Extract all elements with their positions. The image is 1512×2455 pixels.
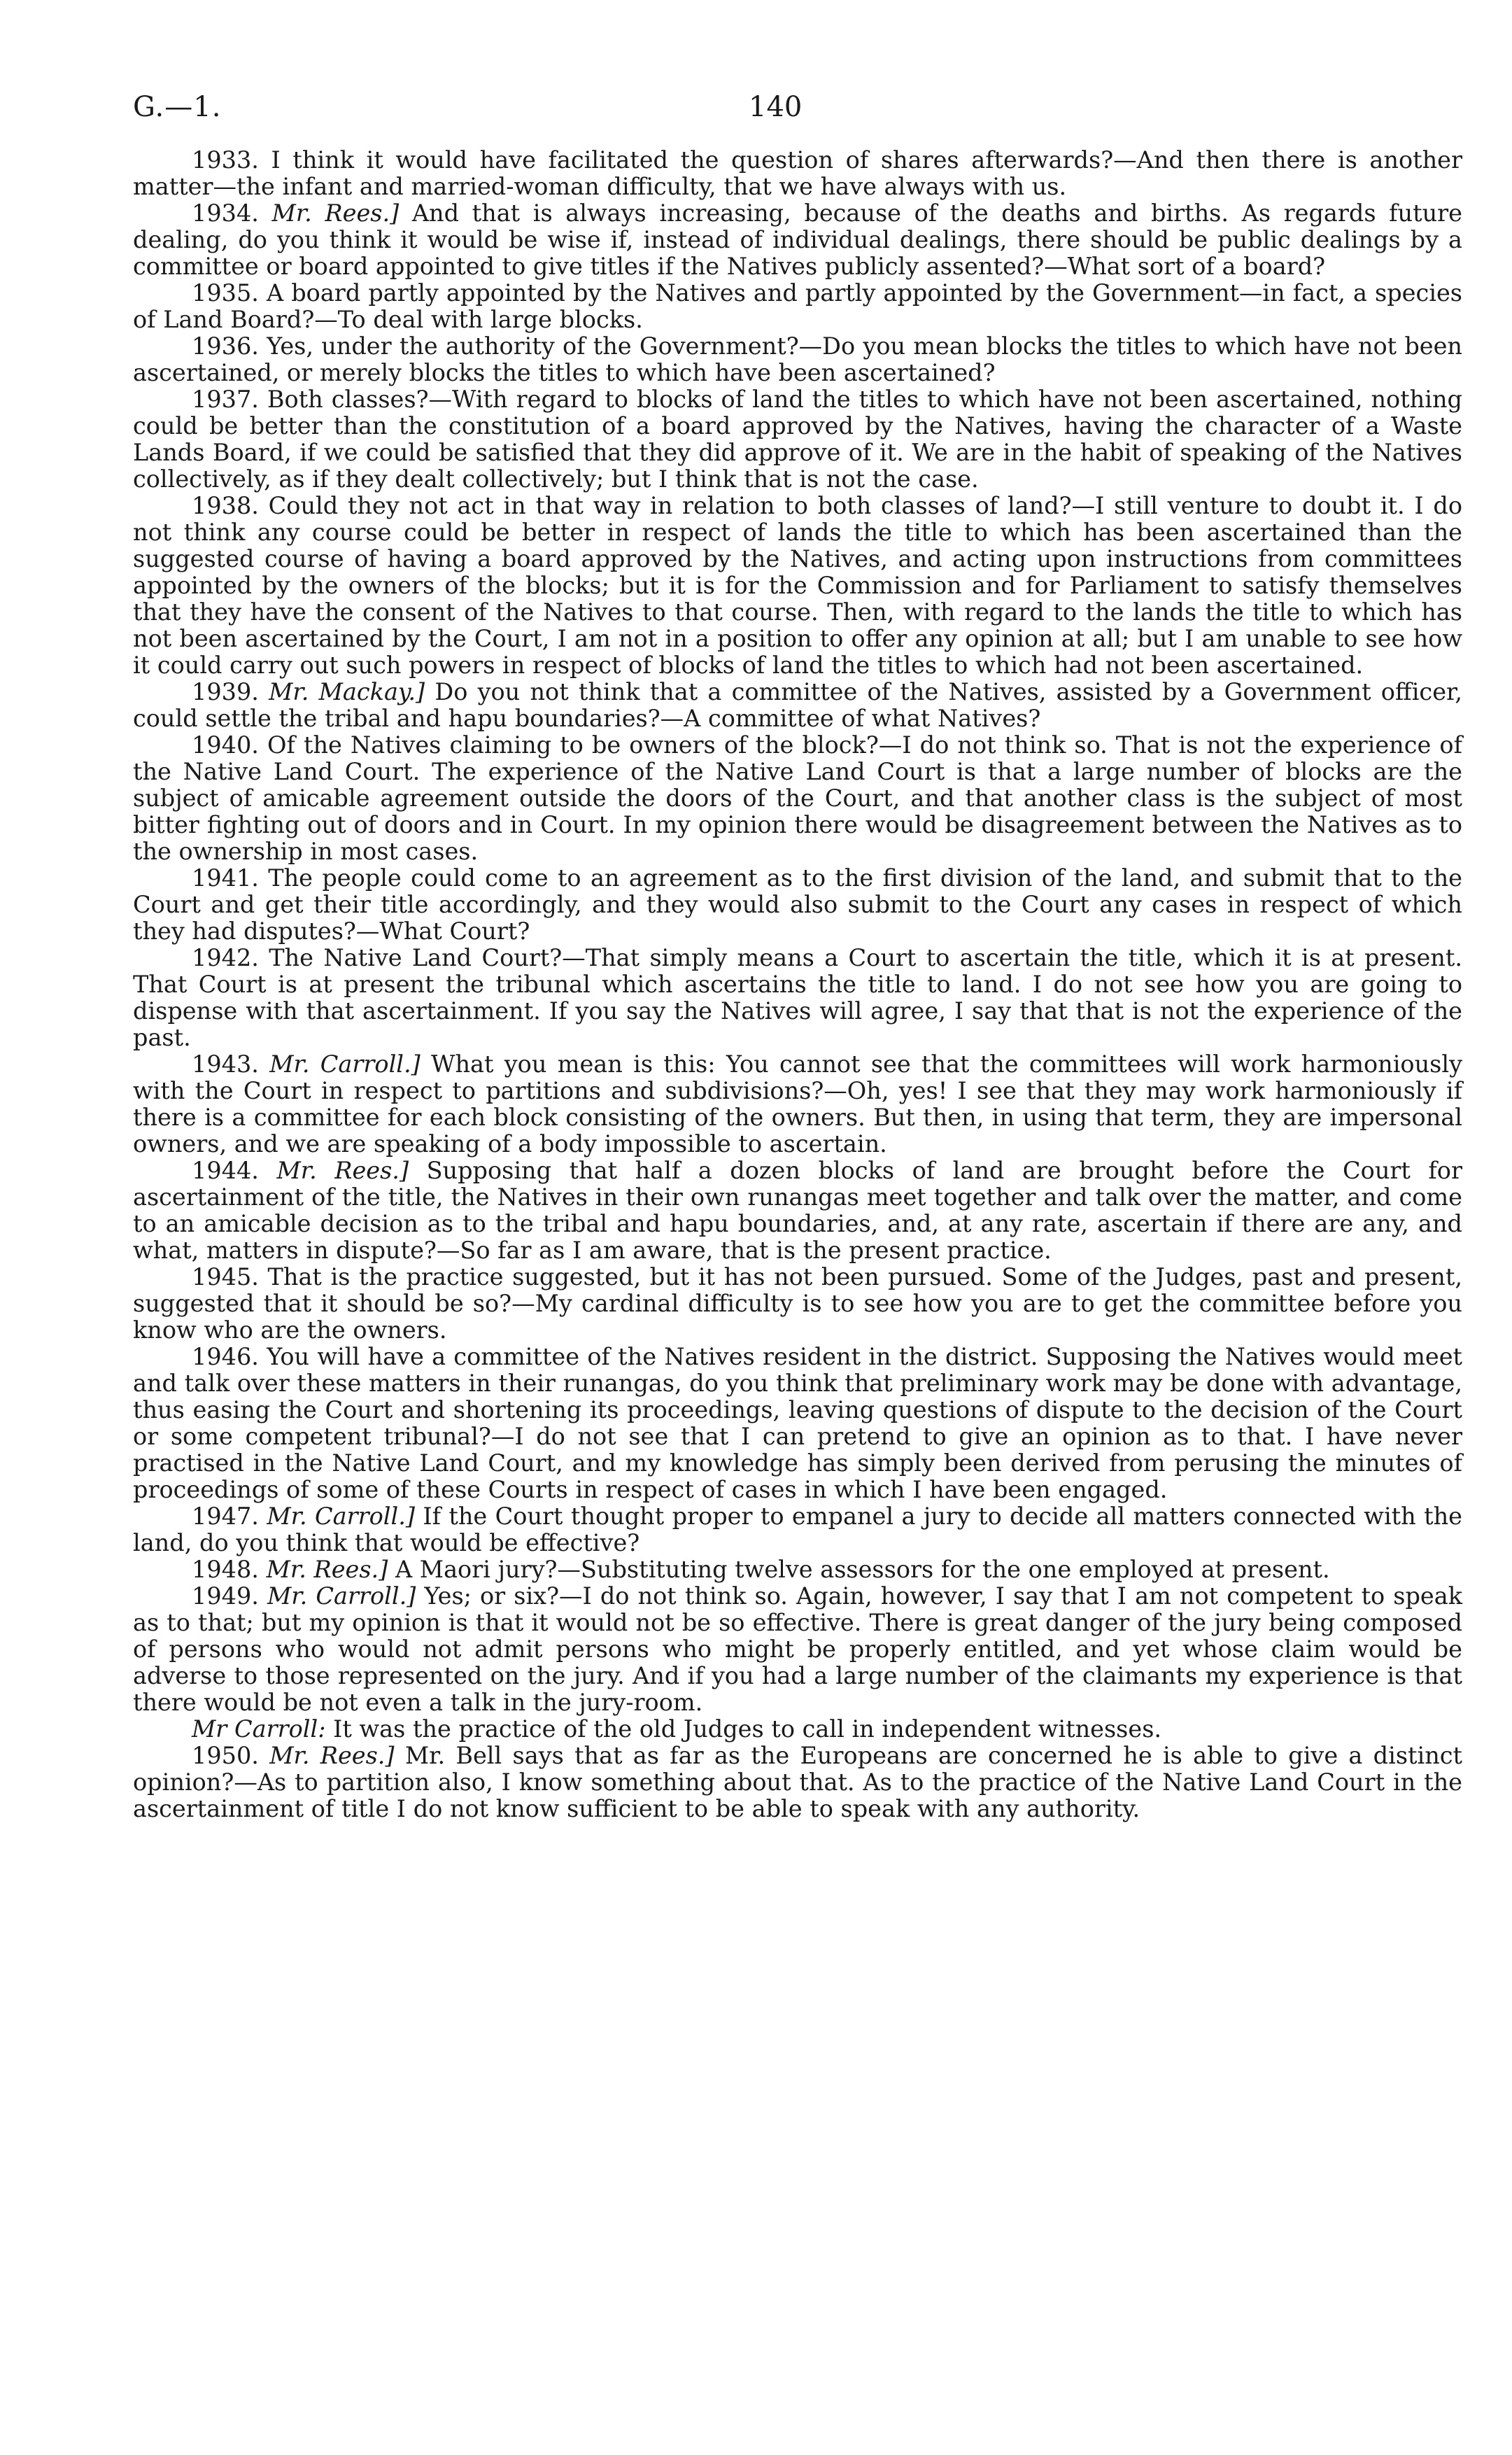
speaker: Mr. Rees.] [269,1742,395,1769]
question-number: 1948. [192,1556,259,1583]
question-number: 1934. [192,199,259,227]
report-reference: G.—1. [133,91,222,123]
speaker: Mr. Carroll.] [269,1050,421,1078]
speaker: Mr Carroll: [192,1715,326,1743]
paragraph [133,945,1462,1051]
paragraph [133,1583,1462,1716]
page-header [133,84,1462,140]
question-number: 1943. [192,1050,259,1078]
paragraph-text: Could they not act in that way in relation to both classes of land?—I still venture to doubt it. I do not think any course could be better in respect of lands the title to which has been ascertained than the suggested course of having a board approved by the Natives, and acting upon instructions from committees appointed by the owners of the blocks; but it is for the Commission and for Parliament to satisfy themselves that they have the consent of the Natives to that course. Then, with regard to the lands the title to which has not been ascertained by the Court, I am not in a position to offer any opinion at all; but I am unable to see how it could carry out such powers in respect of blocks of land the titles to which had not been ascertained. [133,492,1463,679]
question-number: 1939. [192,678,259,705]
paragraph [133,200,1462,280]
paragraph-text: Of the Natives claiming to be owners of the block?—I do not think so. That is not the experience of the Native Land Court. The experience of the Native Land Court is that a large number of blocks are the subject of amicable agreement outside the doors of the Court, and that another class is the subject of most bitter fighting out of doors and in Court. In my opinion there would be disagreement between the Natives as to the ownership in most cases. [133,731,1462,865]
paragraph-text: And that is always increasing, because of the deaths and births. As regards future dealing, do you think it would be wise if, instead of individual dealings, there should be public dealings by a committee or board appointed to give titles if the Natives publicly assented?—What sort of a board? [133,199,1462,280]
paragraph-text: I think it would have facilitated the question of shares afterwards?—And then there is another matter—the infant and married-woman difficulty, that we have always with us. [133,146,1462,200]
paragraph [133,1158,1462,1264]
paragraph [133,333,1462,386]
paragraph [133,1743,1462,1822]
question-number: 1946. [192,1343,259,1370]
question-number: 1937. [192,386,259,413]
paragraph [133,1503,1462,1556]
speaker: Mr. Mackay.] [269,678,425,705]
paragraph-text: The Native Land Court?—That simply means a Court to ascertain the title, which it is at present. That Court is at present the tribunal which ascertains the title to land. I do not see how you are going to dispense with that ascertainment. If you say the Natives will agree, I say that that is not the experience of the past. [133,944,1462,1051]
paragraph-text: Supposing that half a dozen blocks of land are brought before the Court for ascertainment of the title, the Natives in their own runangas meet together and talk over the matter, and come to an amicable decision as to the tribal and hapu boundaries, and, at any rate, ascertain if there are any, and what, matters in dispute?—So far as I am aware, that is the present practice. [133,1157,1462,1264]
paragraph [133,280,1462,333]
paragraph [133,147,1462,200]
document-page [133,84,1463,1822]
paragraph [133,865,1462,945]
speaker: Mr. Rees.] [266,1556,388,1583]
question-number: 1935. [192,279,259,307]
question-number: 1936. [192,332,259,360]
paragraph-text: Do you not think that a committee of the Natives, assisted by a Government officer, could settle the tribal and hapu boundaries?—A committee of what Natives? [133,678,1462,732]
question-number: 1950. [192,1742,259,1769]
paragraph [133,1051,1462,1158]
question-number: 1949. [192,1582,259,1610]
paragraph-text: Yes, under the authority of the Government?—Do you mean blocks the titles to which have not been ascertained, or merely blocks the titles to which have been ascertained? [133,332,1462,386]
page-body [133,147,1462,1822]
question-number: 1938. [192,492,259,519]
page-number: 140 [749,91,803,123]
speaker: Mr. Rees.] [276,1157,409,1184]
speaker: Mr. Carroll.] [267,1503,415,1530]
paragraph-text: If the Court thought proper to empanel a jury to decide all matters connected with the land, do you think that would be effective? [133,1503,1462,1556]
paragraph-text: It was the practice of the old Judges to call in independent witnesses. [333,1715,1162,1743]
paragraph-text: Both classes?—With regard to blocks of land the titles to which have not been ascertained, nothing could be better than the constitution of a board approved by the Natives, having the character of a Waste Lands Board, if we could be satisfied that they did approve of it. We are in the habit of speaking of the Natives collectively, as if they dealt collectively; but I think that is not the case. [133,386,1462,493]
question-number: 1933. [192,146,259,174]
paragraph-text: What you mean is this: You cannot see that the committees will work harmoniously with the Court in respect to partitions and subdivisions?—Oh, yes! I see that they may work harmoniously if there is a committee for each block consisting of the owners. But then, in using that term, they are impersonal owners, and we are speaking of a body impossible to ascertain. [133,1050,1462,1158]
paragraph-text: Mr. Bell says that as far as the Europeans are concerned he is able to give a distinct opinion?—As to partition also, I know something about that. As to the practice of the Native Land Court in the ascertainment of title I do not know sufficient to be able to speak with any authority. [133,1742,1462,1822]
paragraph [133,1716,1462,1743]
paragraph [133,732,1462,865]
paragraph-text: A Maori jury?—Substituting twelve assessors for the one employed at present. [395,1556,1330,1583]
paragraph [133,386,1462,493]
question-number: 1941. [192,864,259,892]
question-number: 1945. [192,1263,259,1290]
paragraph-text: The people could come to an agreement as to the first division of the land, and submit that to the Court and get their title accordingly, and they would also submit to the Court any cases in respect of which they had disputes?—What Court? [133,864,1462,945]
paragraph [133,493,1462,679]
paragraph-text: A board partly appointed by the Natives and partly appointed by the Government—in fact, a species of Land Board?—To deal with large blocks. [133,279,1462,333]
question-number: 1940. [192,731,259,759]
question-number: 1942. [192,944,259,971]
question-number: 1947. [192,1503,259,1530]
paragraph-text: You will have a committee of the Natives resident in the district. Supposing the Natives would meet and talk over these matters in their runangas, do you think that preliminary work may be done with advantage, thus easing the Court and shortening its proceedings, leaving questions of dispute to the decision of the Court or some competent tribunal?—I do not see that I can pretend to give an opinion as to that. I have never practised in the Native Land Court, and my knowledge has simply been derived from perusing the minutes of proceedings of some of these Courts in respect of cases in which I have been engaged. [133,1343,1462,1503]
paragraph [133,1264,1462,1344]
speaker: Mr. Carroll.] [267,1582,416,1610]
question-number: 1944. [192,1157,259,1184]
speaker: Mr. Rees.] [271,199,400,227]
paragraph [133,1344,1462,1503]
paragraph [133,1556,1462,1583]
paragraph-text: Yes; or six?—I do not think so. Again, however, I say that I am not competent to speak as to that; but my opinion is that it would not be so effective. There is great danger of the jury being composed of persons who would not admit persons who might be properly entitled, and yet whose claim would be adverse to those represented on the jury. And if you had a large number of the claimants my experience is that there would be not even a talk in the jury-room. [133,1582,1463,1716]
paragraph-text: That is the practice suggested, but it has not been pursued. Some of the Judges, past and present, suggested that it should be so?—My cardinal difficulty is to see how you are to get the committee before you know who are the owners. [133,1263,1462,1344]
paragraph [133,679,1462,732]
